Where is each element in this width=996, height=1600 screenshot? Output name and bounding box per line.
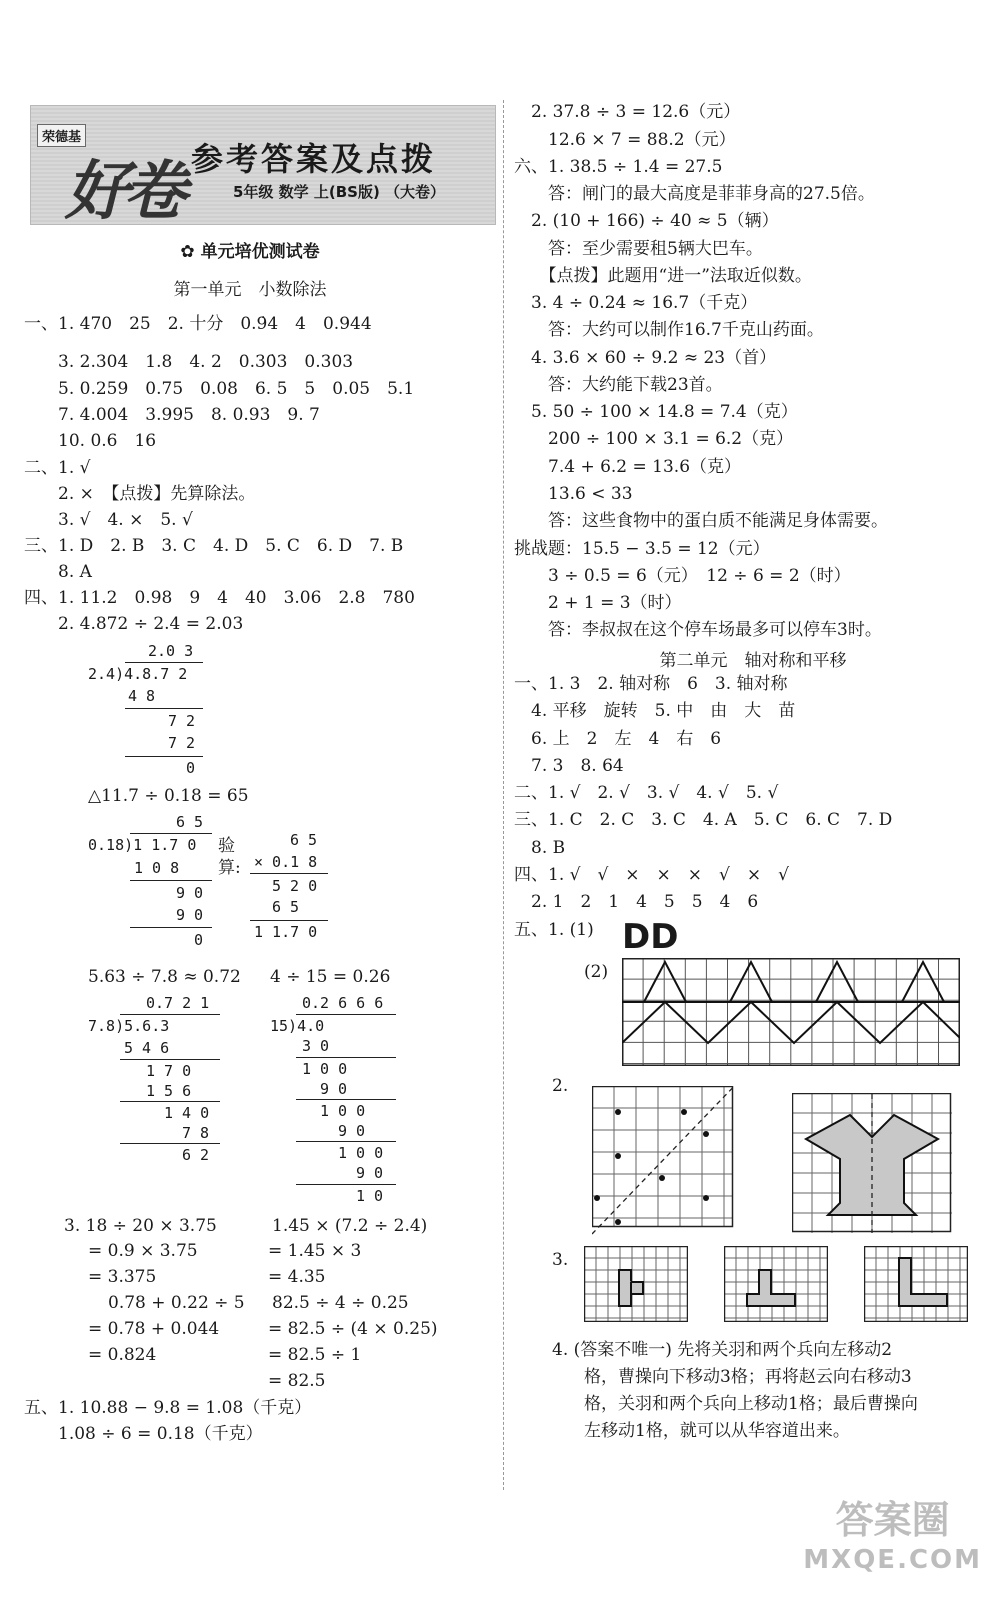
q4-line-0: 4. (答案不唯一) 先将关羽和两个兵向左移动2 — [552, 1340, 893, 1360]
l-shape-grid-2 — [724, 1246, 828, 1322]
div1-dividend: 2.4)4.8.7 2 — [88, 665, 188, 683]
left-line-5: 二、1. √ — [24, 458, 91, 478]
right-line-11: 5. 50 ÷ 100 × 14.8 = 7.4（克） — [514, 402, 798, 422]
l-shape-grid-3 — [864, 1246, 968, 1322]
section-title — [0, 237, 500, 262]
calc-left-5: = 0.824 — [88, 1345, 157, 1365]
right-line-12: 200 ÷ 100 × 3.1 = 6.2（克） — [514, 429, 794, 449]
symmetry-shirt-grid — [792, 1093, 952, 1233]
div3-step3: 1 5 6 — [146, 1082, 192, 1100]
column-divider — [503, 100, 504, 1490]
unit2-line-7: 四、1. √ √ × × × √ × √ — [514, 865, 789, 885]
right-line-3: 答：闸门的最大高度是菲菲身高的27.5倍。 — [514, 184, 875, 204]
right-line-10: 答：大约能下载23首。 — [514, 375, 723, 395]
verify-rule1 — [250, 873, 328, 874]
left-tail-0: 五、1. 10.88 − 9.8 = 1.08（千克） — [24, 1398, 312, 1418]
right-line-16: 挑战题：15.5 − 3.5 = 12（元） — [514, 539, 770, 559]
right-line-18: 2 + 1 = 3（时） — [514, 593, 682, 613]
page-title: 参考答案及点拨 — [191, 140, 437, 178]
right-line-7: 3. 4 ÷ 0.24 ≈ 16.7（千克） — [514, 293, 758, 313]
answer-header-banner — [30, 105, 496, 229]
left-line-1: 3. 2.304 1.8 4. 2 0.30̇3 0.303 — [24, 352, 354, 372]
left-line-3: 7. 4.004 3.995 8. 0.93 9. 7 — [24, 405, 320, 425]
div3-rule3 — [120, 1143, 220, 1144]
div1-rule1 — [125, 708, 203, 709]
div4-step3: 9 0 — [320, 1080, 348, 1098]
right-line-1: 12.6 × 7 = 88.2（元） — [514, 130, 736, 150]
div1-step2: 7 2 — [168, 712, 196, 730]
div1-remainder: 0 — [186, 759, 196, 777]
calc-left-1: = 0.9 × 3.75 — [88, 1241, 198, 1261]
div2-bar — [130, 833, 212, 834]
right-line-15: 答：这些食物中的蛋白质不能满足身体需要。 — [514, 511, 888, 531]
watermark-url: MXQE.COM — [803, 1545, 982, 1575]
verify-label-1: 验 — [218, 836, 235, 856]
right-line-8: 答：大约可以制作16.7千克山药面。 — [514, 320, 824, 340]
calc-left-2: = 3.375 — [88, 1267, 157, 1287]
unit1-title: 第一单元 小数除法 — [173, 280, 327, 300]
unit2-line-8: 2. 1 2 1 4 5 5 4 6 — [514, 892, 759, 912]
section-title-text: 单元培优测试卷 — [200, 242, 320, 262]
calc-right-0: 1.45 × (7.2 ÷ 2.4) — [272, 1216, 428, 1236]
calc-left-4: = 0.78 + 0.044 — [88, 1319, 220, 1339]
left-line-7: 3. √ 4. × 5. √ — [24, 510, 193, 530]
verify-factor-2: × 0.1 8 — [254, 853, 318, 871]
paw-icon: ✿ — [180, 242, 201, 262]
right-line-17: 3 ÷ 0.5 = 6（元） 12 ÷ 6 = 2（时） — [514, 566, 851, 586]
translation-grid — [622, 958, 960, 1066]
watermark-title: 答案圈 — [835, 1498, 950, 1542]
calc-right-3: 82.5 ÷ 4 ÷ 0.25 — [272, 1293, 409, 1313]
div4-step5: 9 0 — [338, 1122, 366, 1140]
q4-line-3: 左移动1格，就可以从华容道出来。 — [584, 1421, 850, 1441]
calc-right-4: = 82.5 ÷ (4 × 0.25) — [268, 1319, 438, 1339]
right-line-2: 六、1. 38.5 ÷ 1.4 = 27.5 — [514, 157, 723, 177]
watermark — [803, 1500, 982, 1580]
div4-rule4 — [296, 1184, 396, 1185]
left-line-11: 2. 4.872 ÷ 2.4 = 2.03 — [24, 614, 244, 634]
unit2-line-0: 一、1. 3 2. 轴对称 6 3. 轴对称 — [514, 674, 788, 694]
div4-remainder: 1 0 — [356, 1187, 384, 1205]
div2-step1: 1 0 8 — [134, 859, 180, 877]
verify-partial-2: 6 5 — [272, 898, 300, 916]
calc-left-3: 0.78 + 0.22 ÷ 5 — [108, 1293, 245, 1313]
q4-line-1: 格，曹操向下移动3格；再将赵云向右移动3 — [584, 1367, 912, 1387]
right-line-19: 答：李叔叔在这个停车场最多可以停车3时。 — [514, 620, 882, 640]
calc-right-2: = 4.35 — [268, 1267, 326, 1287]
div4-rule1 — [296, 1057, 396, 1058]
unit2-line-9: 五、1. (1) — [514, 920, 594, 940]
div2-dividend: 0.18)1 1.7 0 — [88, 836, 197, 854]
div4-step7: 9 0 — [356, 1164, 384, 1182]
q3-label: 3. — [552, 1250, 569, 1270]
verify-factor-1: 6 5 — [290, 831, 318, 849]
div3-quotient: 0.7 2 1 — [146, 994, 210, 1012]
div4-step4: 1 0 0 — [320, 1102, 366, 1120]
left-line-9: 8. A — [24, 562, 92, 582]
unit2-title: 第二单元 轴对称和平移 — [659, 651, 847, 671]
calc-right-6: = 82.5 — [268, 1371, 326, 1391]
div3-rule2 — [120, 1101, 220, 1102]
div3-rule1 — [120, 1059, 220, 1060]
div2-remainder: 0 — [194, 931, 204, 949]
div1-step1: 4 8 — [128, 687, 156, 705]
div3-step1: 5 4 6 — [124, 1039, 170, 1057]
unit2-line-1: 4. 平移 旋转 5. 中 由 大 苗 — [514, 701, 796, 721]
logo-text: 好卷 — [65, 154, 181, 229]
div4-rule3 — [296, 1141, 396, 1142]
left-line-4: 10. 0.6 16 — [24, 431, 157, 451]
unit2-line-3: 7. 3 8. 64 — [514, 756, 624, 776]
div3-title: 5.63 ÷ 7.8 ≈ 0.72 — [88, 967, 241, 987]
div2-quotient: 6 5 — [176, 813, 204, 831]
div2-rule1 — [130, 880, 212, 881]
right-line-6: 【点拨】此题用“进一”法取近似数。 — [514, 266, 812, 286]
div3-step4: 1 4 0 — [164, 1104, 210, 1122]
div2-step3: 9 0 — [176, 906, 204, 924]
unit2-line-6: 8. B — [514, 838, 566, 858]
calc-right-1: = 1.45 × 3 — [268, 1241, 362, 1261]
unit2-line-2: 6. 上 2 左 4 右 6 — [514, 729, 722, 749]
div3-step5: 7 8 — [182, 1124, 210, 1142]
div1-quotient: 2.0 3 — [148, 642, 194, 660]
right-line-0: 2. 37.8 ÷ 3 = 12.6（元） — [514, 102, 741, 122]
right-line-13: 7.4 + 6.2 = 13.6（克） — [514, 457, 742, 477]
left-tail-1: 1.08 ÷ 6 = 0.18（千克） — [24, 1424, 263, 1444]
verify-label-2: 算: — [218, 858, 241, 878]
unit2-line-5: 三、1. C 2. C 3. C 4. A 5. C 6. C 7. D — [514, 810, 893, 830]
right-line-14: 13.6 < 33 — [514, 484, 633, 504]
div2-step2: 9 0 — [176, 884, 204, 902]
page-subtitle: 5年级 数学 上(BS版) （大卷） — [233, 183, 446, 201]
div1-bar — [125, 662, 203, 663]
calc-right-5: = 82.5 ÷ 1 — [268, 1345, 362, 1365]
div3-remainder: 6 2 — [182, 1146, 210, 1164]
div4-step2: 1 0 0 — [302, 1060, 348, 1078]
verify-partial-1: 5 2 0 — [272, 877, 318, 895]
q4-line-2: 格，关羽和两个兵向上移动1格；最后曹操向 — [584, 1394, 918, 1414]
div4-bar — [296, 1014, 396, 1015]
div3-dividend: 7.8)5.6.3 — [88, 1017, 170, 1035]
q2-label: 2. — [552, 1076, 569, 1096]
unit2-line-4: 二、1. √ 2. √ 3. √ 4. √ 5. √ — [514, 783, 779, 803]
div4-step1: 3 0 — [302, 1037, 330, 1055]
div3-bar — [120, 1014, 220, 1015]
q1-part2-label: (2) — [584, 962, 609, 982]
right-line-5: 答：至少需要租5辆大巴车。 — [514, 239, 763, 259]
verify-product: 1 1.7 0 — [254, 923, 318, 941]
right-line-9: 4. 3.6 × 60 ÷ 9.2 ≈ 23（首） — [514, 348, 777, 368]
div1-rule2 — [125, 756, 203, 757]
right-line-4: 2. (10 + 166) ÷ 40 ≈ 5（辆） — [514, 211, 779, 231]
div1-step3: 7 2 — [168, 734, 196, 752]
div4-step6: 1 0 0 — [338, 1144, 384, 1162]
left-line-0: 一、1. 470 25 2. 十分 0.9̇4 4 0.944 — [24, 314, 372, 334]
symmetry-dot-grid — [592, 1086, 742, 1236]
brand-label: 荣德基 — [37, 124, 86, 147]
div4-title: 4 ÷ 15 = 0.26̇ — [270, 967, 391, 987]
div2-rule2 — [130, 927, 212, 928]
div4-quotient: 0.2 6 6 6 — [302, 994, 384, 1012]
div3-step2: 1 7 0 — [146, 1062, 192, 1080]
left-line-8: 三、1. D 2. B 3. C 4. D 5. C 6. D 7. B — [24, 536, 404, 556]
dd-shape: DD — [622, 917, 679, 957]
left-line-10: 四、1. 11.2 0.98 9 4 40 3.06 2.8 780 — [24, 588, 415, 608]
div4-dividend: 15)4.0 — [270, 1017, 325, 1035]
l-shape-grid-1 — [584, 1246, 688, 1322]
left-line-2: 5. 0.259 0.75 0.08 6. 5 5 0.05 5.1 — [24, 379, 415, 399]
check-line: △11.7 ÷ 0.18 = 65 — [88, 786, 249, 806]
div4-rule2 — [296, 1099, 396, 1100]
calc-left-0: 3. 18 ÷ 20 × 3.75 — [64, 1216, 217, 1236]
left-line-6: 2. × 【点拨】先算除法。 — [24, 484, 256, 504]
verify-rule2 — [250, 920, 328, 921]
